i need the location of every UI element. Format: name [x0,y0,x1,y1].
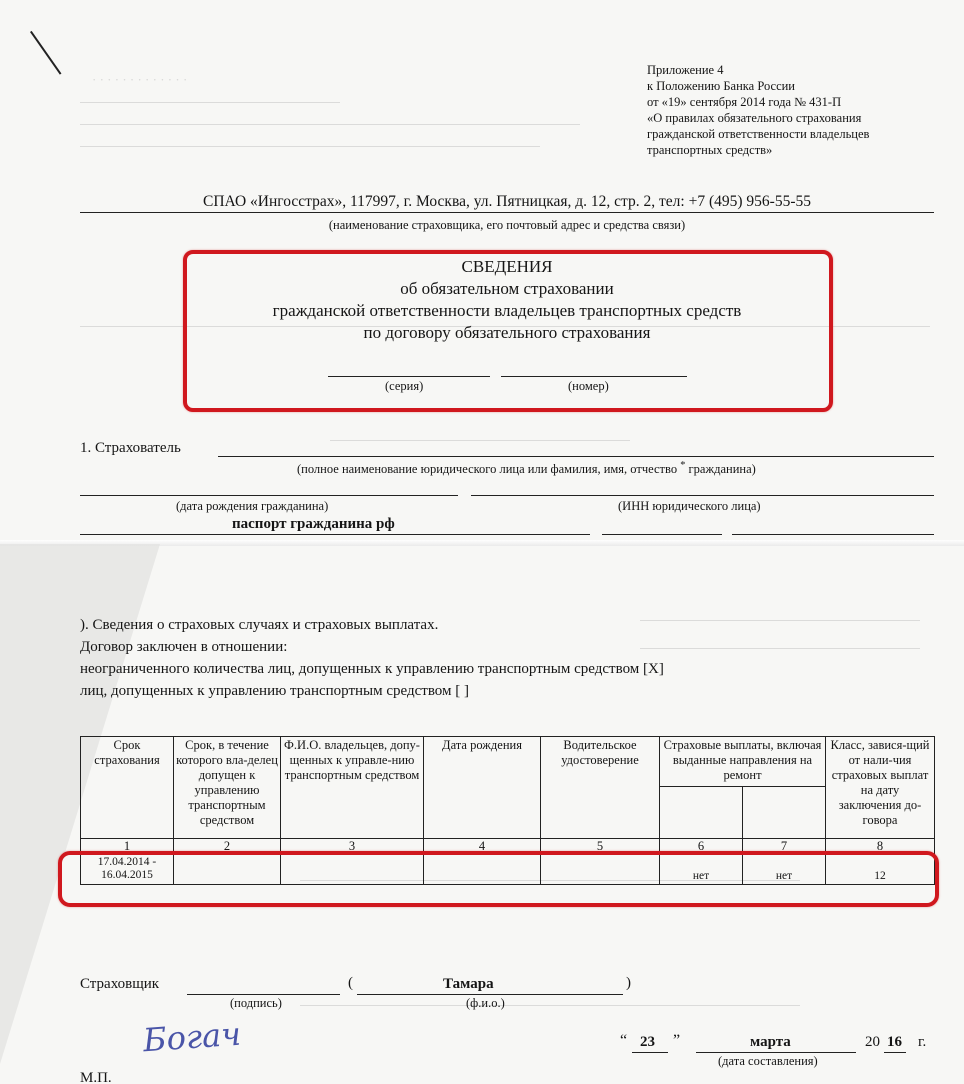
header-driver-license: Водительское удостоверение [541,737,660,839]
inn-line [471,495,934,496]
cell-bonus-class: 12 [826,855,935,885]
column-number: 5 [541,839,660,855]
header-owner-names: Ф.И.О. владельцев, допу-щенных к управле-нию транспортным средством [281,737,424,839]
annex-line: от «19» сентября 2014 года № 431-П [647,95,842,109]
date-month: марта [750,1034,791,1050]
annex-line: гражданской ответственности владельцев [647,127,870,141]
cell-payments-2: нет [743,855,826,885]
scanned-document: · · · · · · · · · · · · · Приложение 4 к Положению Банка России от «19» сентября 2014 года № 431-П «О правилах обязательного страхования гражданской ответственности владельцев транспортных средств» СПАО «Ингосстрах», 117997, г. Москва, ул. Пятницкая, д. 12, стр. 2, тел: +7 (495) 956-55-55 (наименование страховщика, его почтовый адрес и средства связи) СВЕДЕНИЯ об обязательном страховании гражданской ответственности владельцев транспортных средств по договору обязательного страхования (серия) (номер) 1. Страхователь (полное наименование юридического лица или фамилия, имя, отчество * гражданина) (дата рождения гражданина) (ИНН юридического лица) паспорт гражданина рф ). Сведения о страховых случаях и страховых выплатах. Договор заключен в отношении: неограниченного количества лиц, допущенных к управлению транспортным средством [X] лиц, допущенных к управлению транспортным средством [ ] Срок страхования Срок, в течение которого вла-делец допущен к управлению транспортным средством Ф.И.О. владельцев, допу-щенных к управле-нию транспортным средством Дата рождения Водительское удостоверение Страховые выплаты, включая выданные направления на ремонт Класс, завися-щий от нали-чия страховых выплат на дату заключения до-говора 1 2 3 4 5 6 7 8 17.04.2014 - 16.04.2015 нет нет 12 Страховщик ( Тамара ) (подпись) (ф.и.о.) Богач “ 23 ” марта 20 16 г. (дата составления) М.П. [0,0,964,1084]
header-insurance-period: Срок страхования [81,737,174,839]
stamp-place: М.П. [80,1070,112,1084]
column-number: 6 [660,839,743,855]
document-number-line [732,534,934,535]
column-number: 7 [743,839,826,855]
insurer-details: СПАО «Ингосстрах», 117997, г. Москва, ул. Пятницкая, д. 12, стр. 2, тел: +7 (495) 956-55-55 [80,193,934,213]
date-quote-close: ” [673,1032,681,1049]
annex-reference [647,62,869,158]
day-line [632,1052,668,1053]
year-line [884,1052,906,1053]
header-birth-date: Дата рождения [424,737,541,839]
close-paren: ) [626,975,631,991]
column-number: 8 [826,839,935,855]
header-payments-sub-1 [660,787,743,839]
signature-line [187,994,340,995]
title-line: СВЕДЕНИЯ [461,257,553,276]
fio-caption: (ф.и.о.) [466,996,505,1010]
option-unlimited: неограниченного количества лиц, допущенных к управлению транспортным средством [X] [80,661,664,677]
sign-caption: (подпись) [230,996,282,1010]
insured-label: 1. Страхователь [80,440,181,456]
column-number: 1 [81,839,174,855]
date-caption: (дата составления) [718,1054,818,1068]
date-year-unit: г. [918,1034,927,1050]
inn-caption: (ИНН юридического лица) [618,499,761,513]
highlight-box-row [58,851,939,907]
insured-name-line [218,456,934,457]
handwritten-signature: Богач [141,1014,243,1060]
column-number: 4 [424,839,541,855]
pen-stroke-mark [30,31,61,75]
contract-line: Договор заключен в отношении: [80,639,288,655]
number-caption: (номер) [568,379,609,393]
header-insurance-payments: Страховые выплаты, включая выданные направления на ремонт [660,737,826,787]
insurer-sign-label: Страховщик [80,976,160,992]
title-line: по договору обязательного страхования [363,323,651,342]
annex-line: «О правилах обязательного страхования [647,111,862,125]
fio-line [357,994,623,995]
header-payments-sub-2 [743,787,826,839]
insurer-representative-name: Тамара [443,976,494,992]
date-year-prefix: 20 [865,1034,880,1050]
highlight-box-title [183,250,833,412]
section-claims [80,614,664,702]
document-series-line [602,534,722,535]
annex-line: транспортных средств» [647,143,773,157]
option-limited: лиц, допущенных к управлению транспортным средством [ ] [80,683,470,699]
month-line [696,1052,856,1053]
cell-payments-1: нет [660,855,743,885]
birth-date-caption: (дата рождения гражданина) [176,499,329,513]
title-line: об обязательном страховании [400,279,614,298]
series-caption: (серия) [385,379,424,393]
section-heading: ). Сведения о страховых случаях и страховых выплатах. [80,617,439,633]
header-bonus-class: Класс, завися-щий от нали-чия страховых выплат на дату заключения до-говора [826,737,935,839]
date-year-suffix: 16 [887,1034,902,1050]
column-number: 3 [281,839,424,855]
insured-name-caption: (полное наименование юридического лица или фамилия, имя, отчество * гражданина) [297,460,756,477]
annex-line: к Положению Банка России [647,79,795,93]
header-admission-period: Срок, в течение которого вла-делец допущен к управлению транспортным средством [174,737,281,839]
date-day: 23 [640,1034,655,1050]
identity-document: паспорт гражданина рф [232,516,395,532]
open-paren: ( [348,975,353,991]
annex-line: Приложение 4 [647,63,724,77]
insurer-caption: (наименование страховщика, его почтовый адрес и средства связи) [328,218,686,232]
document-line [80,534,590,535]
birth-date-line [80,495,458,496]
column-number: 2 [174,839,281,855]
cell-period: 17.04.2014 - 16.04.2015 [81,855,174,885]
date-quote-open: “ [620,1032,628,1049]
title-line: гражданской ответственности владельцев транспортных средств [272,301,742,320]
